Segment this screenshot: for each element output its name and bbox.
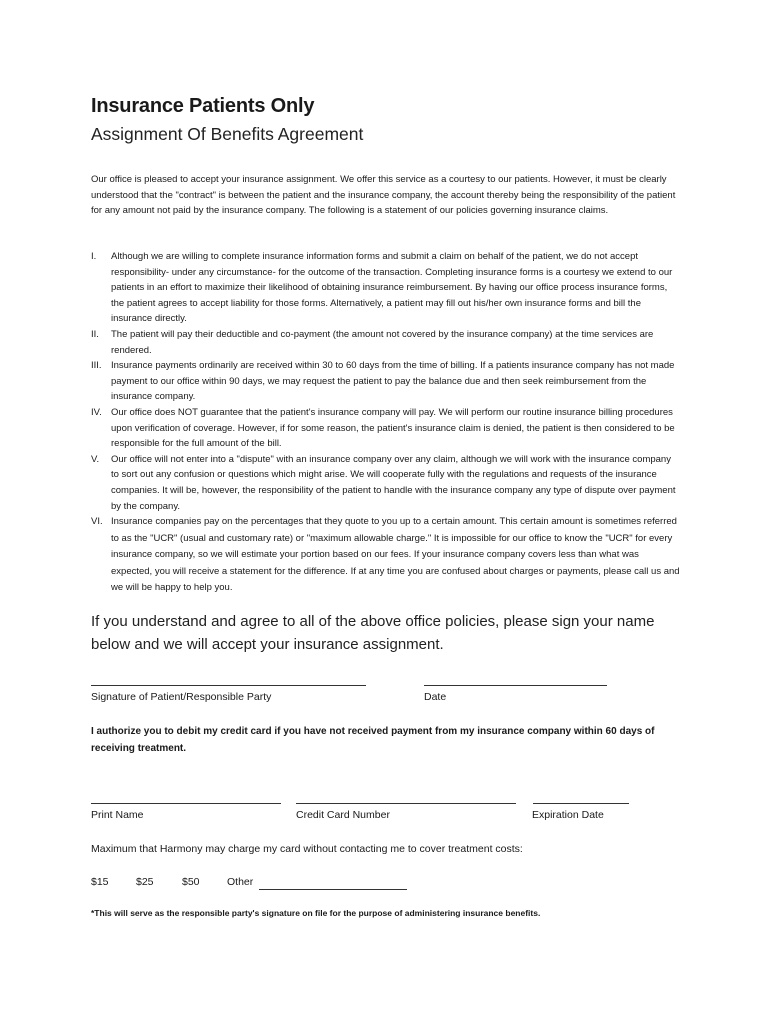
patient-signature-label: Signature of Patient/Responsible Party [91,691,272,703]
card-number-label: Credit Card Number [296,809,390,821]
policy-number: III. [91,360,102,372]
amount-option-15[interactable]: $15 [91,876,109,888]
date-label: Date [424,691,447,703]
amount-option-other[interactable]: Other [227,876,254,888]
policy-text: Our office will not enter into a "dispute" with an insurance company over any claim, although we will work with the insurance company to sort out any confusion or questions which might arise. We will cooperate fully with the regulations and requests of the insurance companies. It will be, however, the responsibility of the patient to handle with the insurance company any type of dispute over payment by the company. [111,453,676,512]
policy-number: II. [91,328,99,340]
policy-text: Our office does NOT guarantee that the patient's insurance company will pay. We will perform our routine insurance billing procedures upon verification of coverage. However, if for some reason, the patient's insurance claim is denied, the patient is then considered to be responsible for the full amount of the bill. [111,406,675,450]
signature-footnote: *This will serve as the responsible party's signature on file for the purpose of administering insurance benefits. [91,908,541,918]
policy-item [91,249,681,327]
policy-text: Although we are willing to complete insurance information forms and submit a claim on behalf of the patient, we do not accept responsibility- under any circumstance- for the outcome of the transaction. Completing insurance forms is a courtesy we extend to our patients in an effort to maximize their likelihood of obtaining insurance reimbursement. By having our office process insurance forms, the patient agrees to accept liability for those forms. Alternatively, a patient may fill out his/her own insurance forms and bill the insurance directly. [111,251,673,325]
amount-option-25[interactable]: $25 [136,876,154,888]
policy-number: I. [91,251,97,262]
policy-item [91,358,681,405]
intro-paragraph: Our office is pleased to accept your insurance assignment. We offer this service as a courtesy to our patients. However, it must be clearly understood that the "contract" is between the patient and the insurance company, the account thereby being the responsibility of the patient for any amount not paid by the insurance company. The following is a statement of our policies governing insurance claims. [91,174,676,217]
max-charge-text: Maximum that Harmony may charge my card without contacting me to cover treatment costs: [91,843,523,855]
policy-number: IV. [91,406,102,418]
document-subtitle: Assignment Of Benefits Agreement [91,124,364,144]
credit-card-authorization: I authorize you to debit my credit card if you have not received payment from my insurance company within 60 days of receiving treatment. [91,726,655,754]
other-amount-line[interactable] [259,889,407,890]
policy-item [91,327,681,358]
expiration-label: Expiration Date [532,809,604,821]
patient-signature-line[interactable] [91,685,366,686]
policy-list [91,249,681,597]
print-name-label: Print Name [91,809,144,821]
policy-text: The patient will pay their deductible and co-payment (the amount not covered by the insurance company) at the time services are rendered. [111,328,654,356]
agreement-statement: If you understand and agree to all of the above office policies, please sign your name below and we will accept your insurance assignment. [91,613,655,653]
policy-number: V. [91,453,100,465]
policy-text: Insurance payments ordinarily are received within 30 to 60 days from the time of billing. If a patients insurance company has not made payment to our office within 90 days, we may request the patient to pay the balance due and then seek reimbursement from the insurance company. [111,360,675,403]
card-number-line[interactable] [296,803,516,804]
expiration-line[interactable] [533,803,629,804]
policy-text: Insurance companies pay on the percentages that they quote to you up to a certain amount. This certain amount is sometimes referred to as the "UCR" (usual and customary rate) or "maximum allowable charge." It is impossible for our office to know the "UCR" for every insurance company, so we will estimate your portion based on our fees. If your insurance company covers less than what was expected, you will receive a statement for the difference. If at any time you are confused about charges or payments, please call us and we will be happy to help you. [111,516,680,594]
date-line[interactable] [424,685,607,686]
policy-number: VI. [91,516,103,528]
policy-item [91,452,681,514]
policy-item [91,405,681,452]
policy-item [91,514,681,597]
document-title: Insurance Patients Only [91,95,315,117]
print-name-line[interactable] [91,803,281,804]
amount-option-50[interactable]: $50 [182,876,200,888]
